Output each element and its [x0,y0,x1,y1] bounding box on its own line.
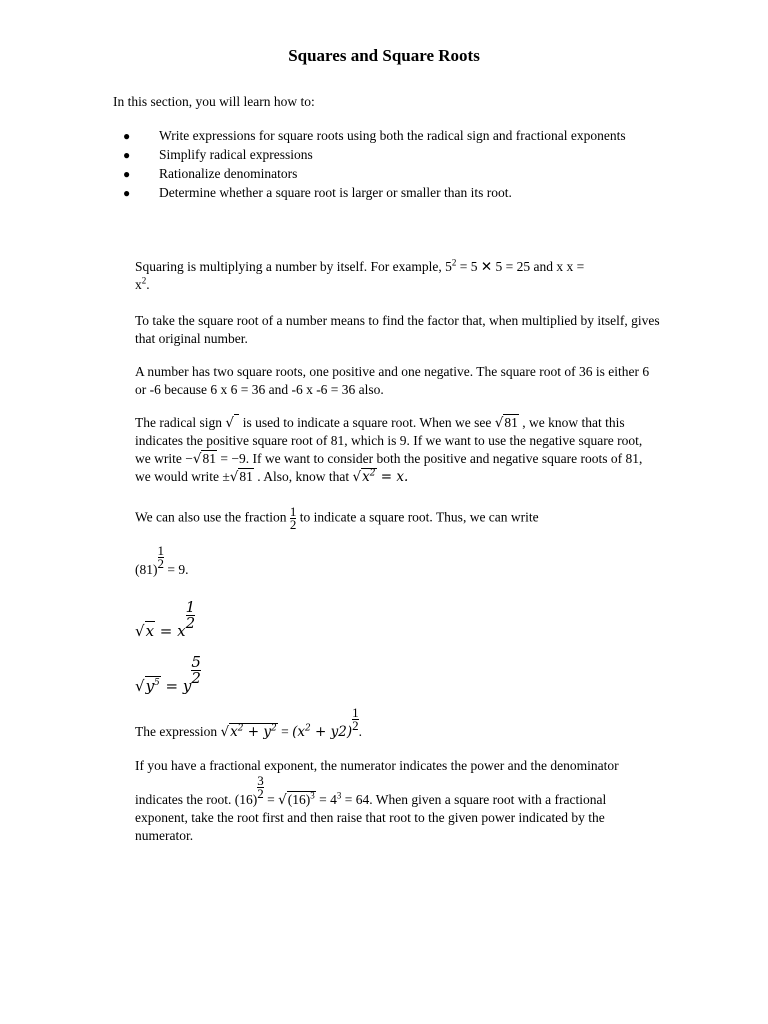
paragraph-fraction: We can also use the fraction $\frac{1}{2}$ to indicate a square root. Thus, we can write [135,504,539,532]
list-item: ● Rationalize denominators [123,166,298,181]
paragraph-squaring: Squaring is multiplying a number by itself. For example, $5^2 = 5$ ✕ 5 = 25 and x x = $x^2$. [135,257,585,292]
list-item: ● Determine whether a square root is larger or smaller than its root. [123,185,512,200]
equation-sqrt-x: √x = x $^{\frac{1}{2}}$ [135,598,196,640]
bullet-icon: ● [123,186,131,200]
bullet-icon: ● [123,129,131,143]
paragraph-fractional-exponent: If you have a fractional exponent, the numerator indicates the power and the denominator indicates the root. (16) $^{\frac{3}{2}}$ = $√(16)^3 = 4^3 = 64$. When given a square root with a fractional exponent, take the root first and then raise that root to the given power indicated by the numerator. [135,758,619,843]
fraction-one-half: $\frac{1}{2}$ [289,504,297,532]
equation-sqrt-y5: $√y^5 = y$ $^{\frac{5}{2}}$ [135,653,201,695]
bullet-icon: ● [123,148,131,162]
list-item: ● Simplify radical expressions [123,147,313,162]
radical-81: √81 [494,415,518,431]
objectives-list [113,127,633,203]
paragraph-two-roots: A number has two square roots, one positive and one negative. The square root of 36 is either 6 or -6 because 6 x 6 = 36 and -6 x -6 = 36 also. [135,364,650,397]
radical-sign-icon: √ [225,414,239,432]
radical-81-negative: √81 [192,451,216,467]
intro-text: In this section, you will learn how to: [113,94,315,109]
bullet-icon: ● [123,167,131,181]
radical-x-squared: $√x^2$ [352,468,376,485]
page-title: Squares and Square Roots [288,46,480,65]
paragraph-expression: The expression $√x^2 + y^2 = (x^2 + y2)$ $^{\frac{1}{2}}$ . [135,705,362,740]
paragraph-radical-sign: The radical sign √ is used to indicate a square root. When we see √81 , we know that this indicates the positive square root of 81, which is 9. If we want to use the negative square root, we write −√81 = −9. If we want to consider both the positive and negative square roots of 81, we would write ±√81 . Also, know that $√x^2 = x$. [135,415,643,485]
equation-81-half: (81) $^{\frac{1}{2}}$ = 9. [135,543,189,577]
list-item: ● Write expressions for square roots using both the radical sign and fractional exponents [123,128,626,143]
paragraph-square-root-definition: To take the square root of a number means to find the factor that, when multiplied by itself, gives that original number. [135,313,660,346]
radical-81-plusminus: √81 [229,469,253,485]
